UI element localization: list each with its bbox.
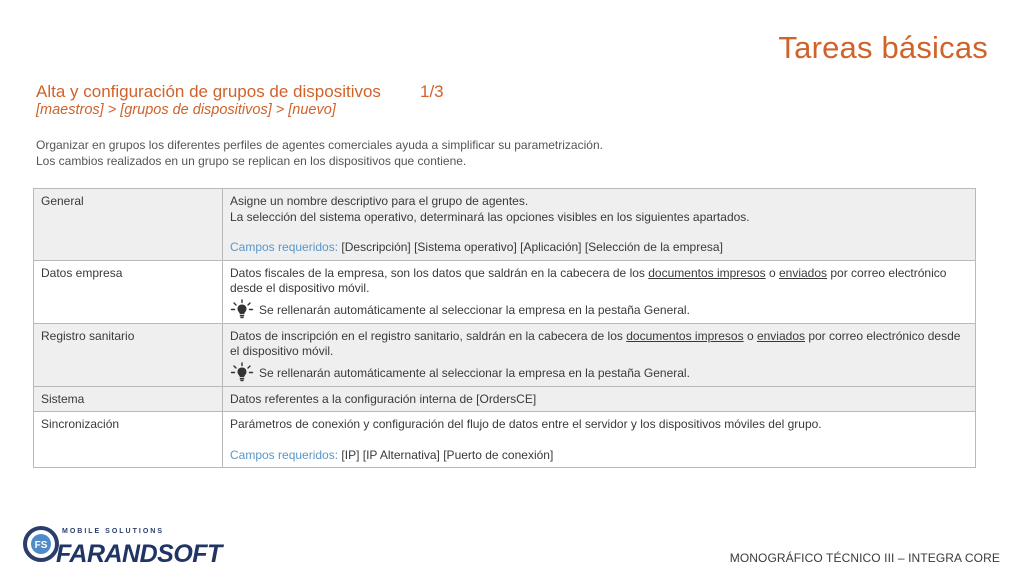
row-label: Datos empresa bbox=[34, 260, 223, 323]
link-documentos-impresos[interactable]: documentos impresos bbox=[626, 328, 744, 343]
row-description bbox=[223, 189, 976, 261]
auto-fill-note bbox=[230, 299, 968, 319]
page-indicator: 1/3 bbox=[420, 82, 444, 101]
required-fields bbox=[230, 448, 968, 464]
text-fragment: Datos de inscripción en el registro sanitario, saldrán en la cabecera de los bbox=[230, 328, 627, 343]
farandsoft-logo bbox=[22, 522, 222, 572]
menu-path: [maestros] > [grupos de dispositivos] > [nuevo] bbox=[36, 102, 336, 118]
required-values: [Descripción] [Sistema operativo] [Aplicación] [Selección de la empresa] bbox=[338, 240, 723, 254]
text-fragment: por correo electrónico desde el dispositivo móvil. bbox=[230, 328, 961, 358]
intro-paragraph bbox=[36, 138, 603, 169]
description-line: La selección del sistema operativo, determinará las opciones visibles en los siguientes apartados. bbox=[230, 209, 750, 224]
row-label: Registro sanitario bbox=[34, 323, 223, 386]
lightbulb-icon bbox=[230, 362, 254, 382]
note-text: Se rellenarán automáticamente al seleccionar la empresa en la pestaña General. bbox=[259, 303, 690, 317]
row-description bbox=[223, 260, 976, 323]
required-fields bbox=[230, 240, 968, 256]
text-fragment: o bbox=[765, 265, 779, 280]
link-enviados[interactable]: enviados bbox=[756, 328, 805, 343]
required-label: Campos requeridos: bbox=[230, 447, 339, 462]
description-text bbox=[230, 266, 968, 297]
description-line: Parámetros de conexión y configuración del flujo de datos entre el servidor y los dispositivos móviles del grupo. bbox=[230, 417, 822, 431]
section-subtitle bbox=[36, 82, 444, 102]
row-description: Datos referentes a la configuración interna de [OrdersCE] bbox=[223, 386, 976, 412]
auto-fill-note bbox=[230, 362, 968, 382]
table-row-registro-sanitario bbox=[34, 323, 976, 386]
link-documentos-impresos[interactable]: documentos impresos bbox=[648, 265, 766, 280]
logo-brand: FARANDSOFT bbox=[56, 540, 222, 568]
lightbulb-icon bbox=[230, 299, 254, 319]
text-fragment: o bbox=[743, 328, 757, 343]
table-row-sincronizacion bbox=[34, 412, 976, 468]
settings-table bbox=[33, 188, 976, 468]
table-row-sistema bbox=[34, 386, 976, 412]
row-label: Sincronización bbox=[34, 412, 223, 468]
intro-line-2: Los cambios realizados en un grupo se replican en los dispositivos que contiene. bbox=[36, 153, 467, 168]
intro-line-1: Organizar en grupos los diferentes perfiles de agentes comerciales ayuda a simplificar su parametrización. bbox=[36, 138, 603, 152]
note-text: Se rellenarán automáticamente al seleccionar la empresa en la pestaña General. bbox=[259, 366, 690, 380]
description-line: Asigne un nombre descriptivo para el grupo de agentes. bbox=[230, 194, 529, 208]
logo-emblem-text: FS bbox=[34, 540, 48, 551]
slide-title: Tareas básicas bbox=[778, 30, 988, 65]
row-label: Sistema bbox=[34, 386, 223, 412]
footer-text: MONOGRÁFICO TÉCNICO III – INTEGRA CORE bbox=[729, 551, 1000, 565]
row-label: General bbox=[34, 189, 223, 261]
table-row-datos-empresa bbox=[34, 260, 976, 323]
text-fragment: Datos fiscales de la empresa, son los datos que saldrán en la cabecera de los bbox=[230, 265, 649, 280]
subtitle-text: Alta y configuración de grupos de dispositivos bbox=[36, 82, 381, 101]
row-description bbox=[223, 412, 976, 468]
logo-tagline: MOBILE SOLUTIONS bbox=[62, 528, 164, 535]
required-values: [IP] [IP Alternativa] [Puerto de conexión] bbox=[338, 447, 554, 462]
required-label: Campos requeridos: bbox=[230, 240, 339, 254]
link-enviados[interactable]: enviados bbox=[778, 265, 828, 280]
text-fragment: por correo electrónico desde el dispositivo móvil. bbox=[230, 265, 947, 295]
row-description bbox=[223, 323, 976, 386]
table-row-general bbox=[34, 189, 976, 261]
description-text bbox=[230, 329, 968, 360]
